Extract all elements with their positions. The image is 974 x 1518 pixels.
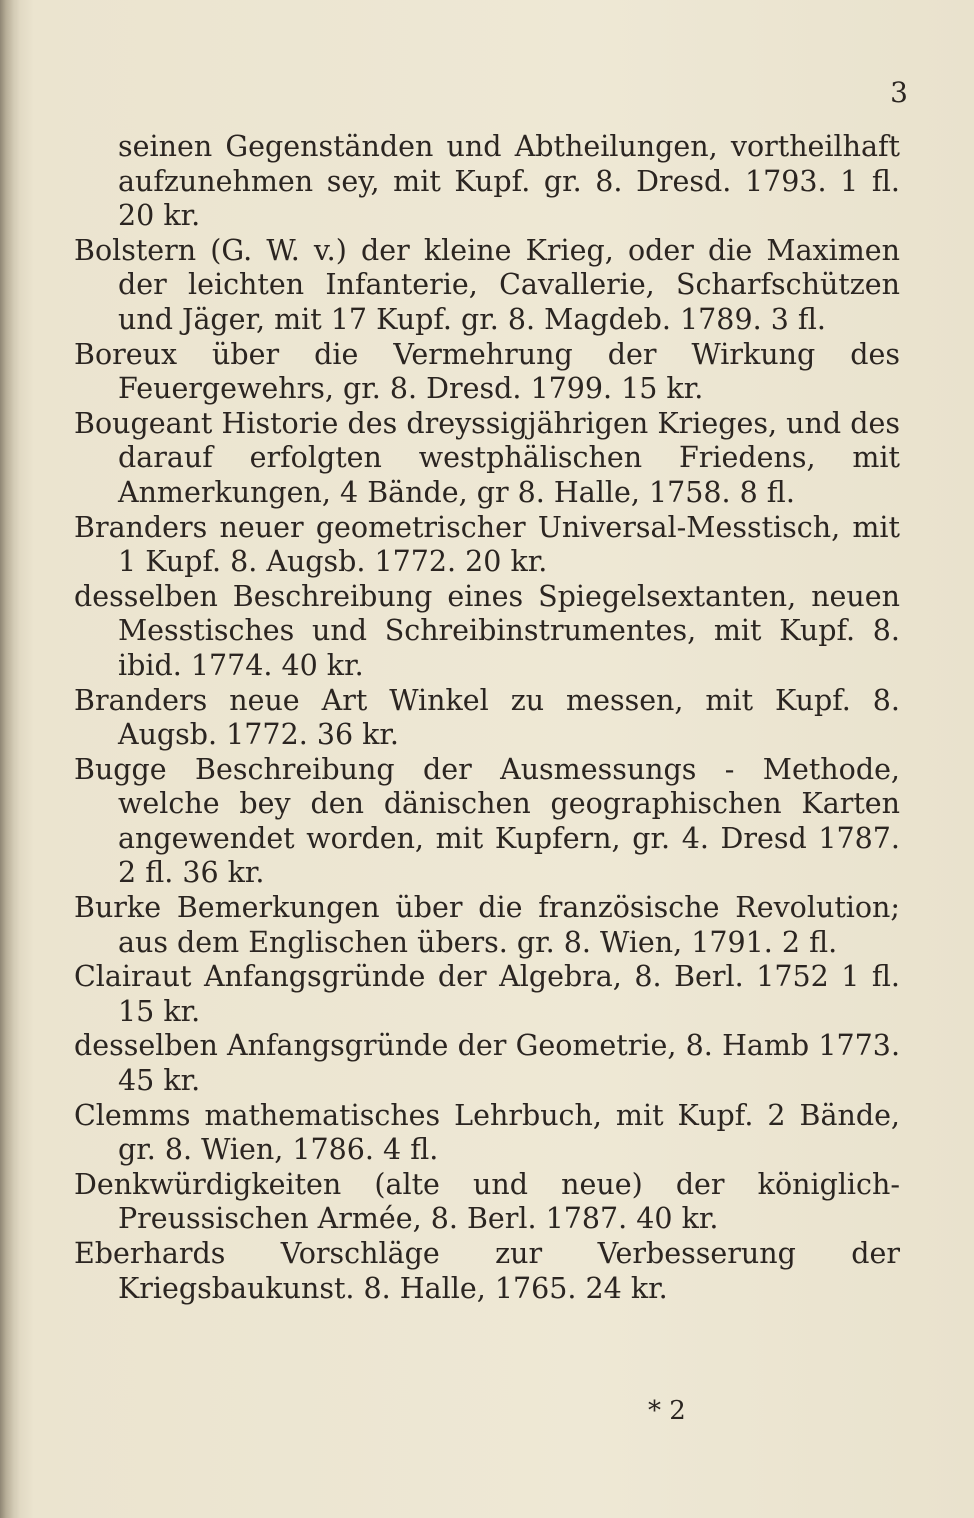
catalogue-entry: seinen Gegenständen und Abtheilungen, vortheilhaft aufzunehmen sey, mit Kupf. gr. 8. Dresd. 1793. 1 fl. 20 kr. (118, 130, 900, 233)
catalogue-entry: Bougeant Historie des dreyssigjährigen Krieges, und des darauf erfolgten westphälischen Friedens, mit Anmerkungen, 4 Bände, gr 8. Halle, 1758. 8 fl. (74, 406, 900, 509)
catalogue-entry: Eberhards Vorschläge zur Verbesserung der Kriegsbaukunst. 8. Halle, 1765. 24 kr. (74, 1237, 900, 1305)
page-number: 3 (890, 76, 908, 109)
catalogue-entry: Denkwürdigkeiten (alte und neue) der königlich-Preussischen Armée, 8. Berl. 1787. 40 kr. (74, 1167, 900, 1236)
page-gutter (0, 0, 20, 1518)
catalogue-entry: Bolstern (G. W. v.) der kleine Krieg, oder die Maximen der leichten Infanterie, Cavallerie, Scharfschützen und Jäger, mit 17 Kupf. gr. 8. Magdeb. 1789. 3 fl. (74, 233, 900, 336)
signature-mark: * 2 (648, 1396, 686, 1426)
catalogue-entry: desselben Anfangsgründe der Geometrie, 8. Hamb 1773. 45 kr. (74, 1029, 900, 1098)
catalogue-entry: Branders neuer geometrischer Universal-Messtisch, mit 1 Kupf. 8. Augsb. 1772. 20 kr. (74, 510, 900, 579)
catalogue-entry: Branders neue Art Winkel zu messen, mit Kupf. 8. Augsb. 1772. 36 kr. (74, 683, 900, 752)
catalogue-entry: Boreux über die Vermehrung der Wirkung des Feuergewehrs, gr. 8. Dresd. 1799. 15 kr. (74, 337, 900, 406)
catalogue-entry: desselben Beschreibung eines Spiegelsextanten, neuen Messtisches und Schreibinstrumentes, mit Kupf. 8. ibid. 1774. 40 kr. (74, 579, 900, 682)
catalogue-entry: Burke Bemerkungen über die französische Revolution; aus dem Englischen übers. gr. 8. Wien, 1791. 2 fl. (74, 891, 900, 959)
catalogue-entry: Bugge Beschreibung der Ausmessungs - Methode, welche bey den dänischen geographischen Karten angewendet worden, mit Kupfern, gr. 4. Dresd 1787. 2 fl. 36 kr. (74, 752, 900, 890)
catalogue-entry: Clairaut Anfangsgründe der Algebra, 8. Berl. 1752 1 fl. 15 kr. (74, 960, 900, 1028)
catalogue-entries (74, 130, 900, 1306)
catalogue-entry: Clemms mathematisches Lehrbuch, mit Kupf. 2 Bände, gr. 8. Wien, 1786. 4 fl. (74, 1098, 900, 1167)
